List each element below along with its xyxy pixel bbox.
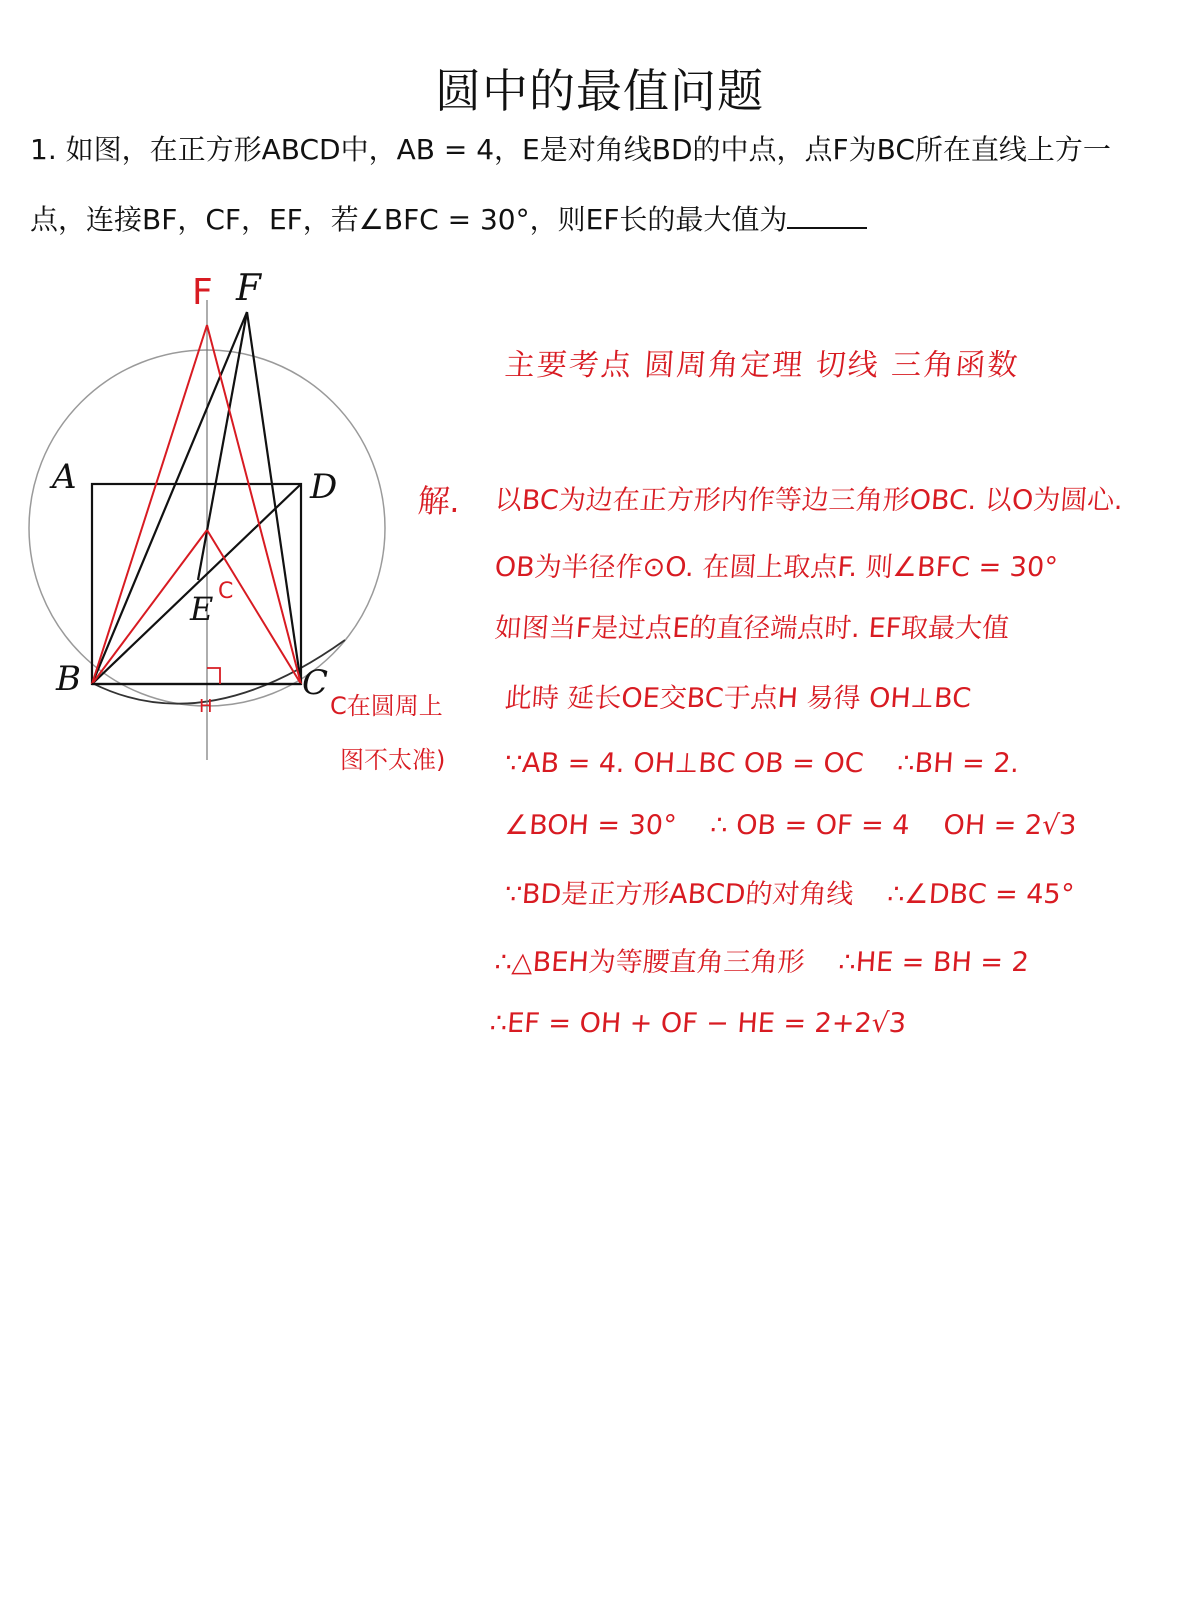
label-c: C (302, 663, 329, 703)
solution-line-2: OB为半径作⊙O. 在圆上取点F. 则∠BFC = 30° (493, 552, 1059, 583)
answer-blank (787, 205, 867, 229)
segment-cf-red (207, 325, 301, 684)
figure-note-line-2: 图不太准) (340, 746, 446, 774)
solution-line-5-part-1: ∵AB = 4. OH⊥BC OB = OC (503, 748, 865, 779)
segment-oc-red (207, 530, 301, 684)
solution-line-4: 此時 延长OE交BC于点H 易得 OH⊥BC (503, 683, 973, 714)
solution-line-1: 以BC为边在正方形内作等边三角形OBC. 以O为圆心. (493, 485, 1124, 516)
solution-line-7 (504, 872, 1076, 911)
solution-line-6-part-1: ∠BOH = 30° (503, 810, 678, 841)
label-f-black: F (236, 268, 261, 309)
geometry-figure (0, 255, 470, 795)
solution-line-5 (504, 748, 1020, 779)
problem-text-line-1: 1. 如图，在正方形ABCD中，AB = 4，E是对角线BD的中点，点F为BC所在直线上方一 (30, 133, 1111, 166)
solution-line-8 (494, 940, 1031, 979)
solution-line-8-part-1: ∴△BEH为等腰直角三角形 (493, 947, 806, 978)
label-b: B (56, 659, 81, 699)
label-f-red: F (192, 272, 213, 313)
label-o-red: C (218, 579, 234, 604)
right-angle-mark (207, 668, 220, 684)
solution-label: 解. (416, 482, 462, 520)
label-d: D (310, 467, 338, 507)
solution-line-6-part-2: ∴ OB = OF = 4 (709, 810, 911, 841)
solution-line-5-part-2: ∴BH = 2. (896, 748, 1021, 779)
problem-text-line-2 (30, 198, 1180, 238)
label-e: E (190, 590, 214, 628)
label-a: A (52, 457, 77, 497)
solution-line-7-part-2: ∴∠DBC = 45° (886, 879, 1076, 910)
solution-line-8-part-2: ∴HE = BH = 2 (837, 947, 1030, 978)
label-h: H (199, 696, 213, 717)
solution-line-9: ∴EF = OH + OF − HE = 2+2√3 (488, 1008, 908, 1039)
page-title: 圆中的最值问题 (435, 64, 764, 118)
figure-note-line-1: C在圆周上 (330, 692, 443, 720)
problem-text-line-2-content: 点，连接BF，CF，EF，若∠BFC = 30°，则EF长的最大值为 (30, 203, 788, 236)
segment-bf-black (92, 312, 247, 684)
solution-line-3: 如图当F是过点E的直径端点时. EF取最大值 (493, 613, 1011, 644)
solution-line-6-part-3: OH = 2√3 (942, 810, 1078, 841)
solution-line-7-part-1: ∵BD是正方形ABCD的对角线 (503, 879, 855, 910)
solution-line-6 (504, 810, 1078, 841)
segment-cf-black (247, 312, 301, 684)
key-points: 主要考点 圆周角定理 切线 三角函数 (503, 348, 1021, 383)
